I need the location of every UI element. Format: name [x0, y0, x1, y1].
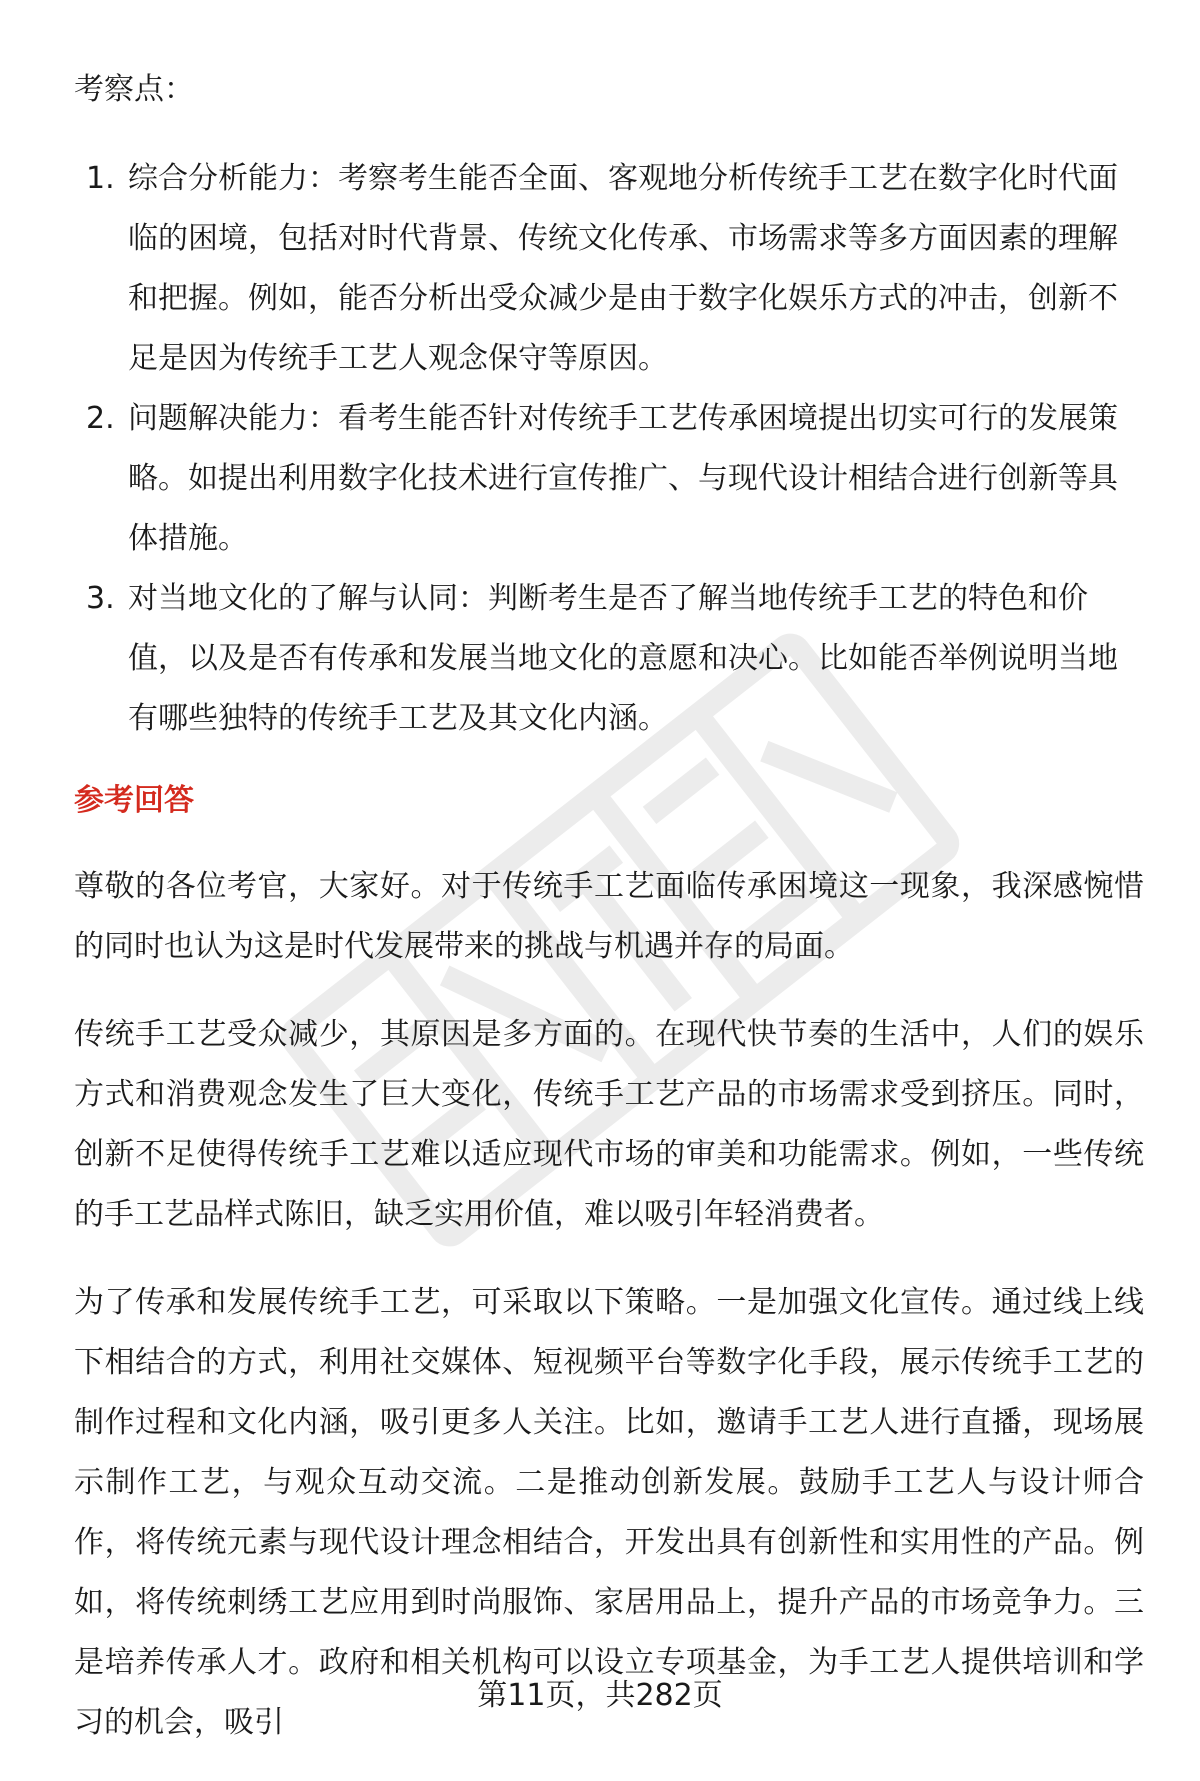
- answer-paragraph: 传统手工艺受众减少，其原因是多方面的。在现代快节奏的生活中，人们的娱乐方式和消费观念发生了巨大变化，传统手工艺产品的市场需求受到挤压。同时，创新不足使得传统手工艺难以适应现代市场的审美和功能需求。例如，一些传统的手工艺品样式陈旧，缺乏实用价值，难以吸引年轻消费者。: [74, 1017, 1144, 1232]
- document-body: [74, 60, 1144, 1781]
- list-item: [74, 389, 1144, 569]
- list-number: 1.: [86, 161, 115, 196]
- reference-answer-heading: 参考回答: [74, 783, 194, 818]
- list-item-text: 综合分析能力：考察考生能否全面、客观地分析传统手工艺在数字化时代面临的困境，包括对时代背景、传统文化传承、市场需求等多方面因素的理解和把握。例如，能否分析出受众减少是由于数字化娱乐方式的冲击，创新不足是因为传统手工艺人观念保守等原因。: [128, 161, 1118, 376]
- page-number-footer: 第11页，共282页: [477, 1678, 723, 1713]
- list-item: [74, 149, 1144, 389]
- list-number: 2.: [86, 401, 115, 436]
- list-item: [74, 569, 1144, 749]
- answer-paragraph: 为了传承和发展传统手工艺，可采取以下策略。一是加强文化宣传。通过线上线下相结合的方式，利用社交媒体、短视频平台等数字化手段，展示传统手工艺的制作过程和文化内涵，吸引更多人关注。比如，邀请手工艺人进行直播，现场展示制作工艺，与观众互动交流。二是推动创新发展。鼓励手工艺人与设计师合作，将传统元素与现代设计理念相结合，开发出具有创新性和实用性的产品。例如，将传统刺绣工艺应用到时尚服饰、家居用品上，提升产品的市场竞争力。三是培养传承人才。政府和相关机构可以设立专项基金，为手工艺人提供培训和学习的机会，吸引: [74, 1285, 1144, 1740]
- list-item-text: 问题解决能力：看考生能否针对传统手工艺传承困境提出切实可行的发展策略。如提出利用数字化技术进行宣传推广、与现代设计相结合进行创新等具体措施。: [128, 401, 1118, 556]
- assessment-points-list: [74, 149, 1144, 749]
- list-item-text: 对当地文化的了解与认同：判断考生是否了解当地传统手工艺的特色和价值，以及是否有传承和发展当地文化的意愿和决心。比如能否举例说明当地有哪些独特的传统手工艺及其文化内涵。: [128, 581, 1118, 736]
- answer-paragraph: 尊敬的各位考官，大家好。对于传统手工艺面临传承困境这一现象，我深感惋惜的同时也认为这是时代发展带来的挑战与机遇并存的局面。: [74, 869, 1144, 964]
- list-number: 3.: [86, 581, 115, 616]
- section-label-assessment: 考察点：: [74, 72, 194, 107]
